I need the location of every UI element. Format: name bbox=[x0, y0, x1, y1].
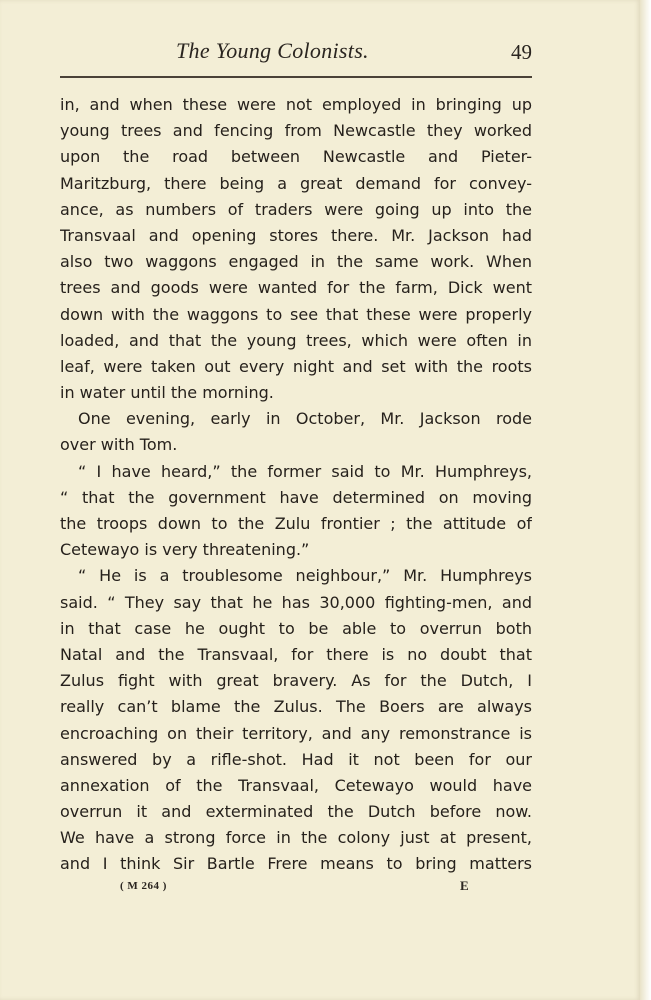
text-line: and I think Sir Bartle Frere means to bring matters bbox=[60, 854, 532, 874]
text-line: “ He is a troublesome neighbour,” Mr. Humphreys bbox=[78, 566, 532, 586]
text-line: “ that the government have determined on moving bbox=[60, 487, 532, 507]
page-number: 49 bbox=[511, 40, 532, 64]
running-head bbox=[60, 38, 532, 72]
text-line: down with the waggons to see that these were properly bbox=[60, 304, 532, 324]
gathering-mark: E bbox=[460, 878, 469, 893]
text-line: One evening, early in October, Mr. Jackson rode bbox=[78, 409, 532, 429]
text-line: annexation of the Transvaal, Cetewayo would have bbox=[60, 775, 532, 795]
text-line: young trees and fencing from Newcastle they worked bbox=[60, 121, 532, 141]
text-line: overrun it and exterminated the Dutch before now. bbox=[60, 802, 532, 822]
text-line: ance, as numbers of traders were going up into the bbox=[60, 199, 532, 219]
text-line: encroaching on their territory, and any remonstrance is bbox=[60, 723, 532, 743]
text-line: loaded, and that the young trees, which were often in bbox=[60, 330, 532, 350]
text-line: upon the road between Newcastle and Pieter- bbox=[60, 147, 532, 167]
text-line: leaf, were taken out every night and set with the roots bbox=[60, 356, 532, 376]
text-line: also two waggons engaged in the same work. When bbox=[60, 252, 532, 272]
text-line: in that case he ought to be able to overrun both bbox=[60, 618, 532, 638]
text-line: Zulus fight with great bravery. As for the Dutch, I bbox=[60, 671, 532, 691]
text-line: Natal and the Transvaal, for there is no doubt that bbox=[60, 644, 532, 664]
text-line: Transvaal and opening stores there. Mr. Jackson had bbox=[60, 225, 532, 245]
signature-mark: ( M 264 ) bbox=[120, 880, 167, 892]
text-line: Maritzburg, there being a great demand for convey- bbox=[60, 173, 532, 193]
text-line: “ I have heard,” the former said to Mr. Humphreys, bbox=[78, 461, 532, 481]
header-rule bbox=[60, 76, 532, 78]
text-line: Cetewayo is very threatening.” bbox=[60, 540, 310, 560]
text-line: over with Tom. bbox=[60, 435, 178, 455]
text-line: said. “ They say that he has 30,000 fighting-men, and bbox=[60, 592, 532, 612]
body-text bbox=[60, 92, 532, 878]
page-edge bbox=[640, 0, 651, 1000]
running-title: The Young Colonists. bbox=[176, 38, 369, 63]
text-line: answered by a rifle-shot. Had it not been for our bbox=[60, 749, 532, 769]
text-line: really can’t blame the Zulus. The Boers are always bbox=[60, 697, 532, 717]
text-line: in, and when these were not employed in bringing up bbox=[60, 95, 532, 114]
text-line: We have a strong force in the colony just at present, bbox=[60, 828, 532, 848]
text-line: in water until the morning. bbox=[60, 383, 274, 403]
text-line: the troops down to the Zulu frontier ; the attitude of bbox=[60, 514, 532, 533]
page-footer bbox=[60, 878, 532, 898]
text-line: trees and goods were wanted for the farm, Dick went bbox=[60, 278, 532, 298]
